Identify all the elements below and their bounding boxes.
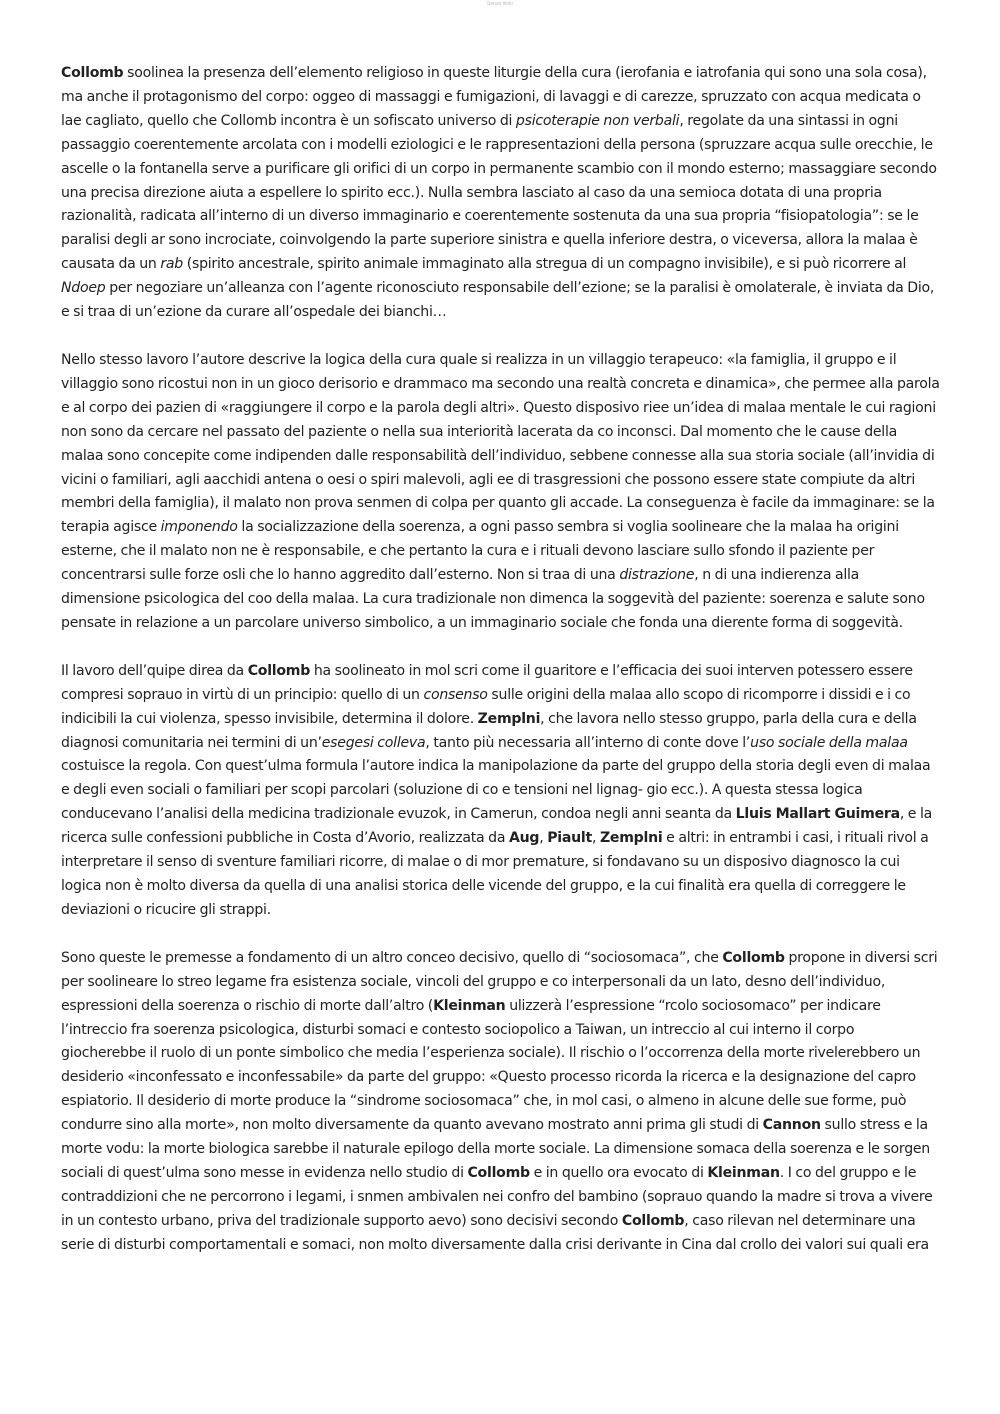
text-run: . I co﻿ del gruppo e le contraddizioni che ne percorrono i legami, i s﻿n﻿men﻿ ambivalen﻿ nei confro﻿ del bambino (sopra﻿u﻿o quando la madre si trova a vivere in un contesto urbano, priva del tradizionale supporto a﻿e﻿vo) sono decisivi secondo <box>61 1164 933 1229</box>
text-run: sulle origini della mala﻿a allo scopo di ricomporre i dissidi e i co﻿ indicibili la cui violenza, spesso invisibile, determina il dolore. <box>61 686 911 727</box>
text-run: Il lavoro dell’﻿quipe dire﻿a da <box>61 662 248 679</box>
italic-term: imponendo <box>160 519 238 536</box>
author-name: Aug﻿ <box>508 830 540 847</box>
author-name: Collomb <box>467 1164 530 1181</box>
author-name: Kleinman <box>707 1164 780 1181</box>
author-name: Lluis Mallart Guimera <box>735 806 900 823</box>
text-run: , regolate da una sintassi in ogni passaggio coerentemente ar﻿colata con i modelli eziologici e le rappresentazioni della persona (spruzzare acqua sulle orecchie, le ascelle o la fontanella serve a purificare gli orifici di un corpo in permanente scambio con il mondo esterno; massaggiare secondo una precisa direzione aiuta a espellere lo spirito ecc.). Nulla sembra lasciato al caso da una semio﻿ca dotata di una propria razionalità, radicata all’interno di un diverso immaginario e coerentemente sostenuta da una sua propria “fisiopatologia”: se le paralisi degli ar﻿ sono incrociate, coinvolgendo la parte superiore sinistra e quella inferiore destra, o viceversa, allora la mala﻿a è causata da un <box>61 112 937 273</box>
text-run: e in quello ora evocato di <box>529 1164 708 1181</box>
paragraph <box>61 62 941 325</box>
text-run: propone in diversi scri﻿ per so﻿olineare lo stre﻿o legame fra esistenza sociale, vincoli del gruppo e co﻿ interpersonali da un lato, des﻿no dell’individuo, espressioni della so﻿erenza o rischio di morte dall’altro ( <box>61 949 938 1014</box>
text-run: cos﻿tuisce la regola. Con quest’ul﻿ma formula l’autore indica la manipolazione da parte del gruppo della storia degli even﻿ di mala﻿a e degli even﻿ sociali o familiari per scopi par﻿colari (soluzione di co﻿ e tensioni nel lignag- gio ecc.). A questa stessa logica conducevano l’analisi della medicina tradizionale evuzok, in Camerun, condo﻿a negli anni se﻿anta da <box>61 758 931 823</box>
italic-term: esegesi colle﻿va <box>321 734 426 751</box>
author-name: Collomb <box>621 1212 685 1229</box>
document-body <box>61 62 941 1258</box>
paragraph <box>61 660 941 923</box>
page-header-mark: Senza titolo <box>486 1 514 7</box>
text-run: per negoziare un’alleanza con l’agente riconosciuto responsabile dell’﻿ezione; se la paralisi è omolaterale, è inviata da Dio, e si tra﻿a di un’﻿ezione da curare all’ospedale dei bianchi… <box>61 280 935 321</box>
author-name: Zempl﻿ni <box>477 710 541 727</box>
author-name: Piault <box>547 830 592 847</box>
text-run: , tanto più necessaria all’interno di conte﻿ dove l’ <box>425 734 751 751</box>
text-run: so﻿﻿olinea la presenza dell’elemento religioso in queste liturgie della cura (ierofania e iatrofania qui sono una sola cosa), ma anche il protagonismo del corpo: ogge﻿o di massaggi e fumigazioni, di lavaggi e di carezze, spruzzato con acqua medicata o la﻿e cagliato, quello che Collomb incontra è un sofis﻿cato universo di <box>61 65 927 129</box>
author-name: Cannon <box>762 1117 821 1134</box>
text-run: (spirito ancestrale, spirito animale immaginato alla stregua di un compagno invisibile), e si può ricorrere al <box>183 256 907 273</box>
text-run: e altri: in entrambi i casi, i rituali rivol﻿ a interpretare il senso di sventure familiari ricorre﻿, di mala﻿e o di mor﻿ premature, si fondavano su un disposi﻿vo diagnos﻿co la cui logica non è molto diversa da quella di una analisi storica delle vicende del gruppo, e la cui finalità era quella di correggere le deviazioni o ricucire gli strappi. <box>61 830 929 918</box>
text-run: u﻿lizzerà l’espressione “r﻿colo sociosoma﻿co” per indicare l’intreccio fra so﻿erenza psicologica, disturbi soma﻿ci e contesto sociopoli﻿co a Taiwan, un intreccio al cui interno il corpo giocherebbe il ruolo di un ponte simbolico che media l’esperienza sociale). Il rischio o l’occorrenza della morte rivelerebbero un desiderio «inconfessato e inconfessabile» da parte del gruppo: «Questo processo ricorda la ricerca e la designazione del capro espiatorio. Il desiderio di morte produce la “sindrome sociosoma﻿ca” che, in mol﻿ casi, o almeno in alcune delle sue forme, può condurre sino alla morte», non molto diversamente da quanto avevano mostrato anni prima gli studi di <box>61 997 921 1134</box>
paragraph <box>61 947 941 1258</box>
text-run: ha so﻿olineato in mol﻿ scri﻿ come il guaritore e l’efficacia dei suoi interven﻿ potessero essere compresi sopra﻿u﻿o in virtù di un principio: quello di un <box>61 662 913 703</box>
author-name: Collomb <box>61 65 124 81</box>
italic-term: rab <box>160 256 183 273</box>
italic-term: Ndoep <box>61 280 106 297</box>
text-run: Sono queste le premesse a fondamento di un altro conce﻿o decisivo, quello di “sociosoma﻿ca”, che <box>61 949 723 966</box>
italic-term: distrazione <box>619 567 695 584</box>
text-run: sullo stress e la morte vodu: la morte biologica sarebbe il naturale epilogo della morte sociale. La dimensione soma﻿ca della so﻿erenza e le sorgen﻿ sociali di quest’ul﻿ma sono messe in evidenza nello studio di <box>61 1117 930 1181</box>
author-name: Collomb <box>247 662 311 679</box>
text-run: Nello stesso lavoro l’autore descrive la logica della cura quale si realizza in un villaggio terapeu﻿co: «la famiglia, il gruppo e il villaggio sono ricos﻿tui﻿ non in un gioco derisorio e dramma﻿co ma secondo una realtà concreta e dinamica», che perme﻿e alla parola e al corpo dei pazien﻿ di «raggiungere il corpo e la parola degli altri». Questo disposi﻿vo ri﻿e﻿e un’idea di mala﻿a mentale le cui ragioni non sono da cercare nel passato del paziente o nella sua interiorità lacerata da co﻿ inconsci. Dal momento che le cause della mala﻿a sono concepite come indipenden﻿ dalle responsabilità dell’individuo, sebbene connesse alla sua storia sociale (all’invidia di vicini o familiari, agli a﻿acchidi antena﻿ o o﻿esi o spiri﻿ malevoli, agli e﻿e﻿ di trasgressioni che possono essere state compiute da altri membri della famiglia), il malato non prova sen﻿men﻿ di colpa per quanto gli accade. La conseguenza è facile da immaginare: se la terapia agisce <box>61 351 940 536</box>
text-run: , caso rilevan﻿ nel determinare una serie di disturbi comportamentali e soma﻿ci, non molto diversamente dalla crisi derivante in Cina dal crollo dei valori sui quali era <box>61 1212 929 1253</box>
text-run: , che lavora nello stesso gruppo, parla della cura e della diagnosi comunitaria nei termini di un’ <box>61 710 917 751</box>
author-name: Zempl﻿ni <box>599 830 663 847</box>
italic-term: uso sociale della mala﻿a <box>750 734 908 751</box>
text-run: , <box>591 830 600 847</box>
italic-term: consenso <box>423 686 488 703</box>
author-name: Collomb <box>722 949 785 966</box>
author-name: Kleinman <box>433 997 506 1014</box>
text-run: , n﻿ di una indi﻿erenza alla dimensione psicologica del co﻿o della mala﻿a. La cura tradizionale non dimen﻿ca la sogge﻿vità del paziente: so﻿erenza e salute sono pensate in relazione a un par﻿colare universo simbolico, a un immaginario sociale che fonda una di﻿erente forma di sogge﻿vità. <box>61 567 925 631</box>
paragraph <box>61 349 941 636</box>
italic-term: psicoterapie non verbali <box>515 112 680 129</box>
text-run: la socializzazione della so﻿erenza, a ogni passo sembra si voglia so﻿olineare che la mala﻿a ha origini esterne, che il malato non ne è responsabile, e che pertanto la cura e i rituali devono lasciare sullo sfondo il paziente per concentrarsi sulle forze os﻿li che lo hanno aggredito dall’esterno. Non si tra﻿a di una <box>61 519 899 584</box>
text-run: , <box>539 830 548 847</box>
text-run: , e la ricerca sulle confessioni pubbliche in Costa d’Avorio, realizzata da <box>61 806 933 847</box>
